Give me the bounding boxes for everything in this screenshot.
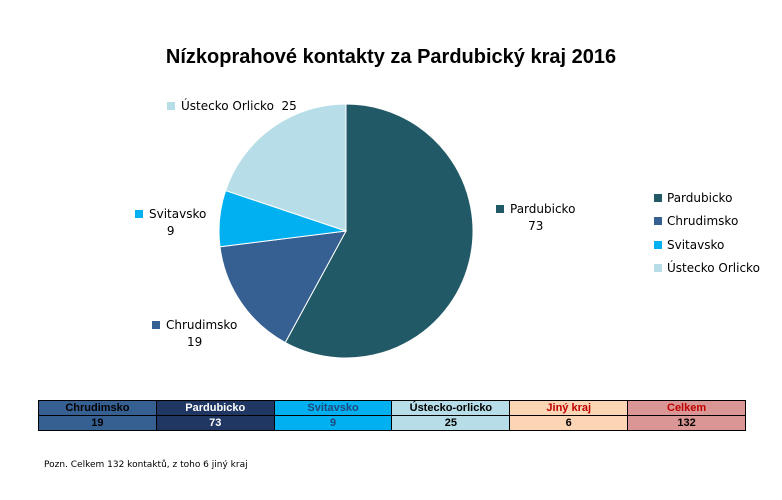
slice-label-value: 73 xyxy=(528,219,544,233)
value-cell-svitavsko: 9 xyxy=(274,416,392,431)
slice-label-name: Ústecko Orlicko xyxy=(181,99,274,113)
slice-label-value: 19 xyxy=(187,335,203,349)
legend-item-svitavsko xyxy=(654,233,760,257)
legend-label: Svitavsko xyxy=(667,237,725,252)
legend-label: Pardubicko xyxy=(667,190,733,205)
slice-label-name: Pardubicko xyxy=(510,202,576,216)
value-cell-ustecko-orlicko: 25 xyxy=(392,416,510,431)
value-cell-pardubicko: 73 xyxy=(156,416,274,431)
header-cell-jiny-kraj: Jiný kraj xyxy=(510,401,628,416)
legend-swatch xyxy=(654,194,662,202)
header-cell-chrudimsko: Chrudimsko xyxy=(39,401,157,416)
slice-label-swatch xyxy=(152,321,160,329)
header-cell-celkem: Celkem xyxy=(628,401,746,416)
slice-label-swatch xyxy=(496,205,504,213)
chart-title: Nízkoprahové kontakty za Pardubický kraj 2016 xyxy=(165,46,617,68)
slice-label-value: 25 xyxy=(281,99,297,113)
header-cell-pardubicko: Pardubicko xyxy=(156,401,274,416)
value-cell-celkem: 132 xyxy=(628,416,746,431)
slice-label-swatch xyxy=(167,102,175,110)
slice-label-chrudimsko xyxy=(152,317,237,351)
value-cell-jiny-kraj: 6 xyxy=(510,416,628,431)
legend-label: Ústecko Orlicko xyxy=(667,261,760,276)
legend-swatch xyxy=(654,264,662,272)
slice-label-ustecko-orlicko xyxy=(167,98,297,115)
footnote: Pozn. Celkem 132 kontaktů, z toho 6 jiný kraj xyxy=(44,460,248,470)
header-cell-svitavsko: Svitavsko xyxy=(274,401,392,416)
header-cell-ustecko-orlicko: Ústecko-orlicko xyxy=(392,401,510,416)
summary-table xyxy=(38,400,746,431)
summary-header-row xyxy=(39,401,746,416)
legend-item-chrudimsko xyxy=(654,210,760,234)
slice-label-name: Svitavsko xyxy=(149,207,207,221)
summary-value-row xyxy=(39,416,746,431)
slice-label-swatch xyxy=(135,210,143,218)
legend-item-pardubicko xyxy=(654,186,760,210)
legend-item-ustecko-orlicko xyxy=(654,257,760,281)
chart-legend xyxy=(654,186,760,280)
slice-label-svitavsko xyxy=(135,206,206,240)
value-cell-chrudimsko: 19 xyxy=(39,416,157,431)
slice-label-pardubicko xyxy=(496,201,575,235)
legend-swatch xyxy=(654,217,662,225)
slice-label-name: Chrudimsko xyxy=(166,318,238,332)
legend-swatch xyxy=(654,241,662,249)
slice-label-value: 9 xyxy=(166,224,175,238)
legend-label: Chrudimsko xyxy=(667,214,739,229)
